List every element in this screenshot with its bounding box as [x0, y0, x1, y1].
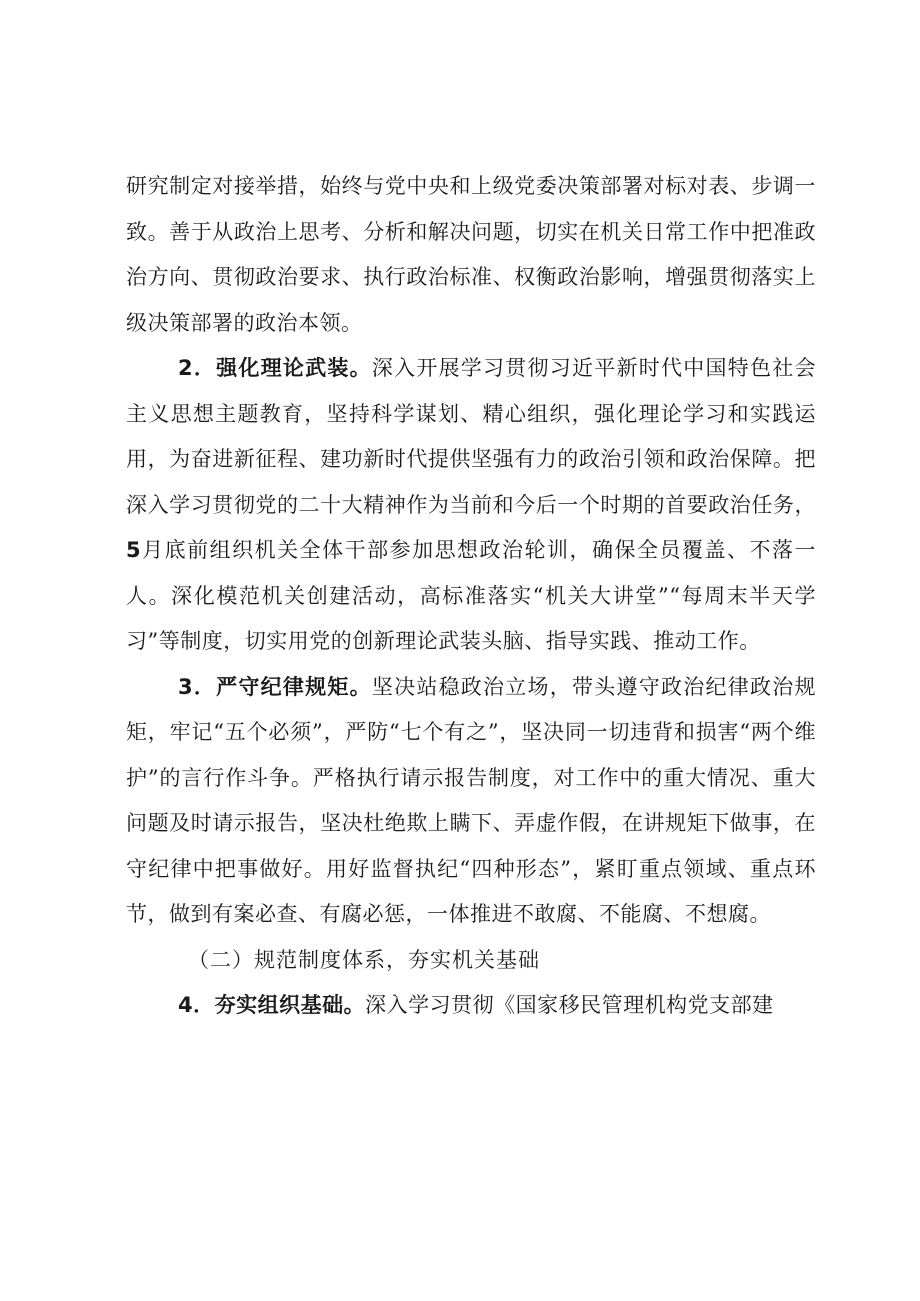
item-number: 3．: [178, 674, 217, 699]
item-number: 2．: [178, 356, 217, 380]
paragraph-text: 研究制定对接举措，始终与党中央和上级党委决策部署对标对表、步调一致。善于从政治上思考、分析和解决问题，切实在机关日常工作中把准政治方向、贯彻政治要求、执行政治标准、权衡政治影响，增强贯彻落实上级决策部署的政治本领。: [126, 174, 816, 335]
inline-number: 5: [126, 538, 142, 562]
section-subheading: [126, 938, 816, 984]
paragraph-text: 深入开展学习贯彻习近平新时代中国特色社会主义思想主题教育，坚持科学谋划、精心组织，强化理论学习和实践运用，为奋进新征程、建功新时代提供坚强有力的政治引领和政治保障。把深入学习贯彻党的二十大精神作为当前和今后一个时期的首要政治任务，: [126, 356, 816, 517]
paragraph-item-3: [126, 665, 816, 938]
document-body: [126, 164, 816, 1029]
paragraph-continuation: [126, 164, 816, 346]
subheading-text: （二）规范制度体系，夯实机关基础: [188, 947, 540, 972]
paragraph-text-tail: 月底前组织机关全体干部参加思想政治轮训，确保全员覆盖、不落一人。深化模范机关创建活动，高标准落实“机关大讲堂”“每周末半天学习”等制度，切实用党的创新理论武装头脑、指导实践、推动工作。: [126, 538, 816, 653]
paragraph-item-4: [126, 983, 816, 1029]
item-lead-heading: 夯实组织基础。: [214, 993, 366, 1017]
paragraph-text: 深入学习贯彻《国家移民管理机构党支部建: [365, 993, 774, 1017]
item-number: 4．: [178, 993, 215, 1017]
paragraph-text: 坚决站稳政治立场，带头遵守政治纪律政治规矩，牢记“五个必须”，严防“七个有之”，坚决同一切违背和损害“两个维护”的言行作斗争。严格执行请示报告制度，对工作中的重大情况、重大问题及时请示报告，坚决杜绝欺上瞒下、弄虚作假，在讲规矩下做事，在守纪律中把事做好。用好监督执纪“四种形态”，紧盯重点领域、重点环节，做到有案必查、有腐必惩，一体推进不敢腐、不能腐、不想腐。: [126, 674, 816, 926]
item-lead-heading: 严守纪律规矩。: [216, 674, 372, 699]
item-lead-heading: 强化理论武装。: [216, 356, 372, 380]
paragraph-item-2: [126, 346, 816, 665]
